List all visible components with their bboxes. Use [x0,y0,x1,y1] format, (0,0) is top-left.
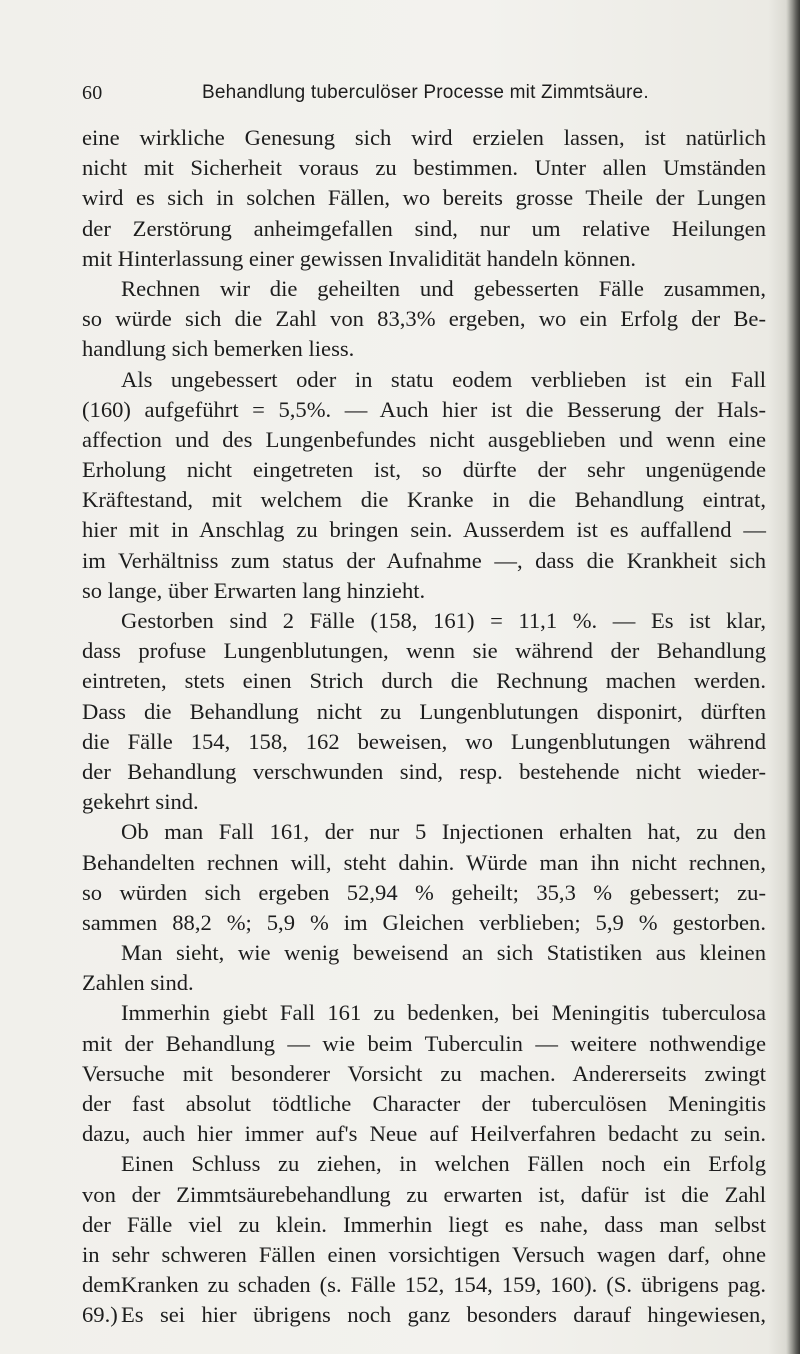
text-line: in sehr schweren Fällen einen vorsichtigen Versuch wagen darf, ohne [82,1241,766,1267]
text-line: (160) aufgeführt = 5,5%. — Auch hier ist die Besserung der Hals- [82,396,766,422]
page-number: 60 [82,82,103,104]
text-line: dazu, auch hier immer auf's Neue auf Heilverfahren bedacht zu sein. [82,1121,766,1147]
text-line: wird es sich in solchen Fällen, wo bereits grosse Theile der Lungen [82,185,766,211]
text-line: so würden sich ergeben 52,94 % geheilt; 35,3 % gebessert; zu- [82,879,766,905]
text-line: Versuche mit besonderer Vorsicht zu machen. Andererseits zwingt [82,1060,766,1086]
page-header [82,80,722,110]
body-text [82,123,766,1331]
book-spine-edge [786,0,800,1354]
text-line: eine wirkliche Genesung sich wird erzielen lassen, ist natürlich [82,125,766,150]
text-line: von der Zimmtsäurebehandlung zu erwarten ist, dafür ist die Zahl [82,1181,766,1207]
text-line: die Fälle 154, 158, 162 beweisen, wo Lungenblutungen während [82,728,766,754]
text-line: so würde sich die Zahl von 83,3% ergeben, wo ein Erfolg der Be- [82,306,766,332]
text-line: Erholung nicht eingetreten ist, so dürfte der sehr ungenügende [82,457,766,483]
text-line: Gestorben sind 2 Fälle (158, 161) = 11,1 %. — Es ist klar, [121,608,766,633]
text-line: der Behandlung verschwunden sind, resp. bestehende nicht wieder- [82,758,766,784]
text-line: der Zerstörung anheimgefallen sind, nur um relative Heilungen [82,215,766,241]
text-line: Man sieht, wie wenig beweisend an sich Statistiken aus kleinen [121,940,766,966]
text-line: handlung sich bemerken liess. [82,336,355,362]
text-line: Zahlen sind. [82,970,194,996]
text-line: hier mit in Anschlag zu bringen sein. Ausserdem ist es auffallend — [82,517,766,543]
text-line: Ob man Fall 161, der nur 5 Injectionen erhalten hat, zu den [121,819,766,845]
text-line: sammen 88,2 %; 5,9 % im Gleichen verblieben; 5,9 % gestorben. [82,909,766,935]
text-line: der fast absolut tödtliche Character der tuberculösen Meningitis [82,1091,766,1116]
text-line: Als ungebessert oder in statu eodem verblieben ist ein Fall [121,366,766,392]
text-line: Behandelten rechnen will, steht dahin. Würde man ihn nicht rechnen, [82,849,766,875]
text-line: Immerhin giebt Fall 161 zu bedenken, bei Meningitis tuberculosa [121,1000,766,1026]
text-line: Rechnen wir die geheilten und gebesserten Fälle zusammen, [121,275,766,301]
text-line: im Verhältniss zum status der Aufnahme —, dass die Krankheit sich [82,547,766,573]
text-line: nicht mit Sicherheit voraus zu bestimmen. Unter allen Umständen [82,155,766,181]
text-line: Kräftestand, mit welchem die Kranke in die Behandlung eintrat, [82,487,766,513]
text-line: mit der Behandlung — wie beim Tuberculin — weitere nothwendige [82,1030,766,1056]
text-line: demKranken zu schaden (s. Fälle 152, 154, 159, 160). (S. übrigens pag. 69.) [82,1272,766,1328]
text-line: gekehrt sind. [82,789,199,815]
running-title: Behandlung tuberculöser Processe mit Zimmtsäure. [202,82,649,103]
text-line: affection und des Lungenbefundes nicht ausgeblieben und wenn eine [82,426,766,452]
text-line: Dass die Behandlung nicht zu Lungenblutungen disponirt, dürften [82,698,766,724]
text-line: der Fälle viel zu klein. Immerhin liegt es nahe, dass man selbst [82,1211,766,1237]
text-line: Es sei hier übrigens noch ganz besonders darauf hingewiesen, [121,1302,766,1328]
text-line: Einen Schluss zu ziehen, in welchen Fällen noch ein Erfolg [121,1151,766,1177]
text-line: eintreten, stets einen Strich durch die Rechnung machen werden. [82,668,766,694]
text-line: dass profuse Lungenblutungen, wenn sie während der Behandlung [82,638,766,664]
text-line: so lange, über Erwarten lang hinzieht. [82,577,426,603]
text-line: mit Hinterlassung einer gewissen Invalidität handeln können. [82,245,637,271]
